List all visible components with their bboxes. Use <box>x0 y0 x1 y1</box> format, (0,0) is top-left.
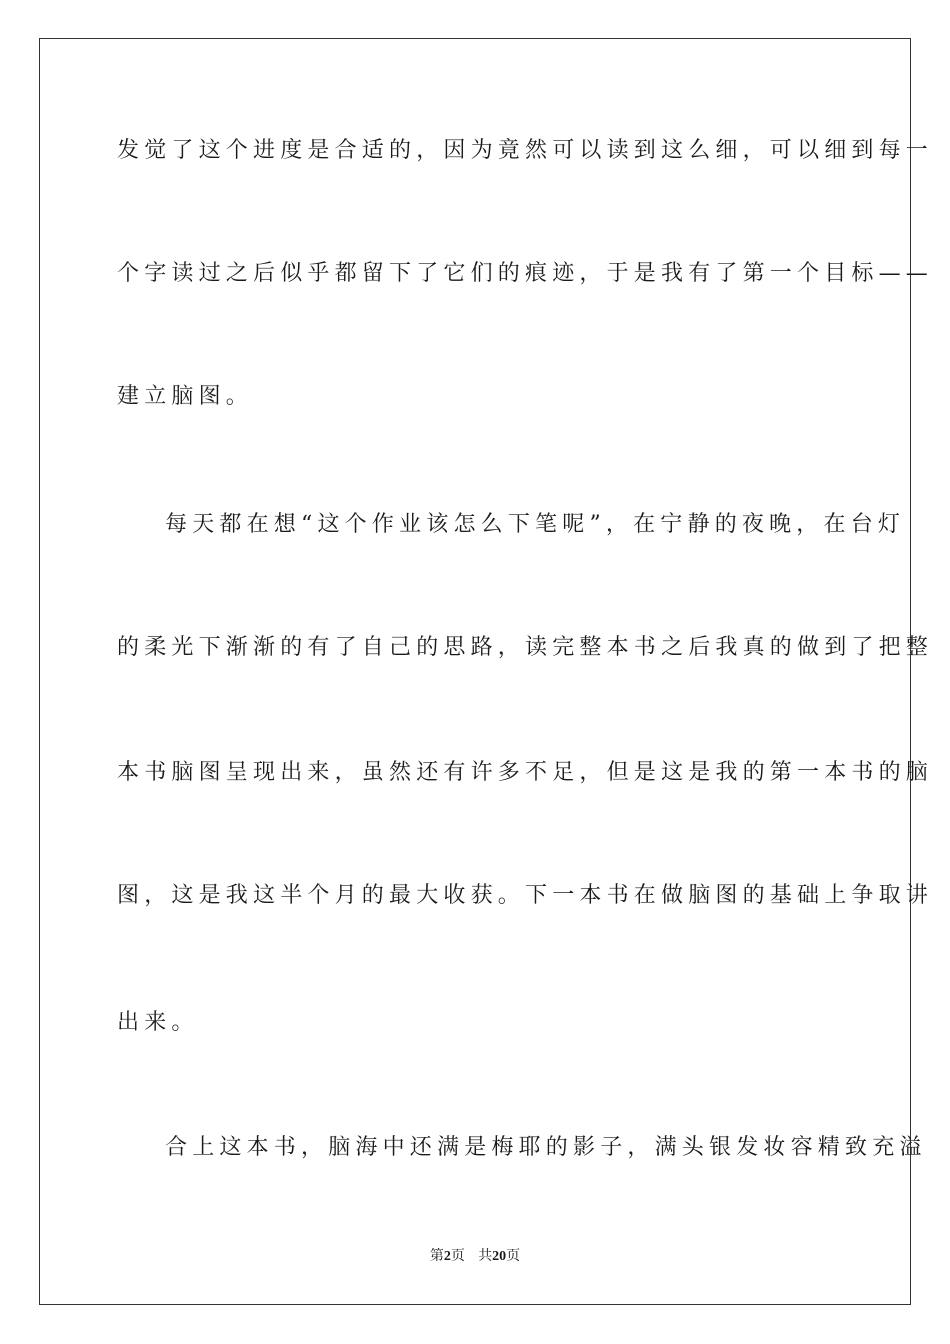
body-text-line: 出来。 <box>117 1010 199 1035</box>
current-page-number: 2 <box>443 1249 451 1264</box>
page-label-prefix: 第 <box>429 1248 444 1264</box>
body-text-line: 本书脑图呈现出来，虽然还有许多不足，但是这是我的第一本书的脑 <box>117 760 934 785</box>
paragraph-first-line: 合上这本书，脑海中还满是梅耶的影子，满头银发妆容精致充溢 <box>165 1135 927 1160</box>
body-text-line: 建立脑图。 <box>117 384 254 409</box>
total-label-prefix: 共 <box>478 1248 493 1264</box>
body-text-line: 图，这是我这半个月的最大收获。下一本书在做脑图的基础上争取讲 <box>117 883 934 908</box>
total-label-suffix: 页 <box>506 1248 521 1264</box>
total-page-count: 20 <box>492 1249 507 1264</box>
page-label-suffix: 页 <box>450 1248 465 1264</box>
body-text-line: 的柔光下渐渐的有了自己的思路，读完整本书之后我真的做到了把整 <box>117 635 934 660</box>
body-text-line: 个字读过之后似乎都留下了它们的痕迹，于是我有了第一个目标—— <box>117 261 934 286</box>
body-text-line: 发觉了这个进度是合适的，因为竟然可以读到这么细，可以细到每一 <box>117 138 934 163</box>
page-border <box>39 38 911 1305</box>
page-footer <box>0 1247 950 1266</box>
paragraph-first-line: 每天都在想“这个作业该怎么下笔呢”，在宁静的夜晚，在台灯 <box>165 512 906 537</box>
